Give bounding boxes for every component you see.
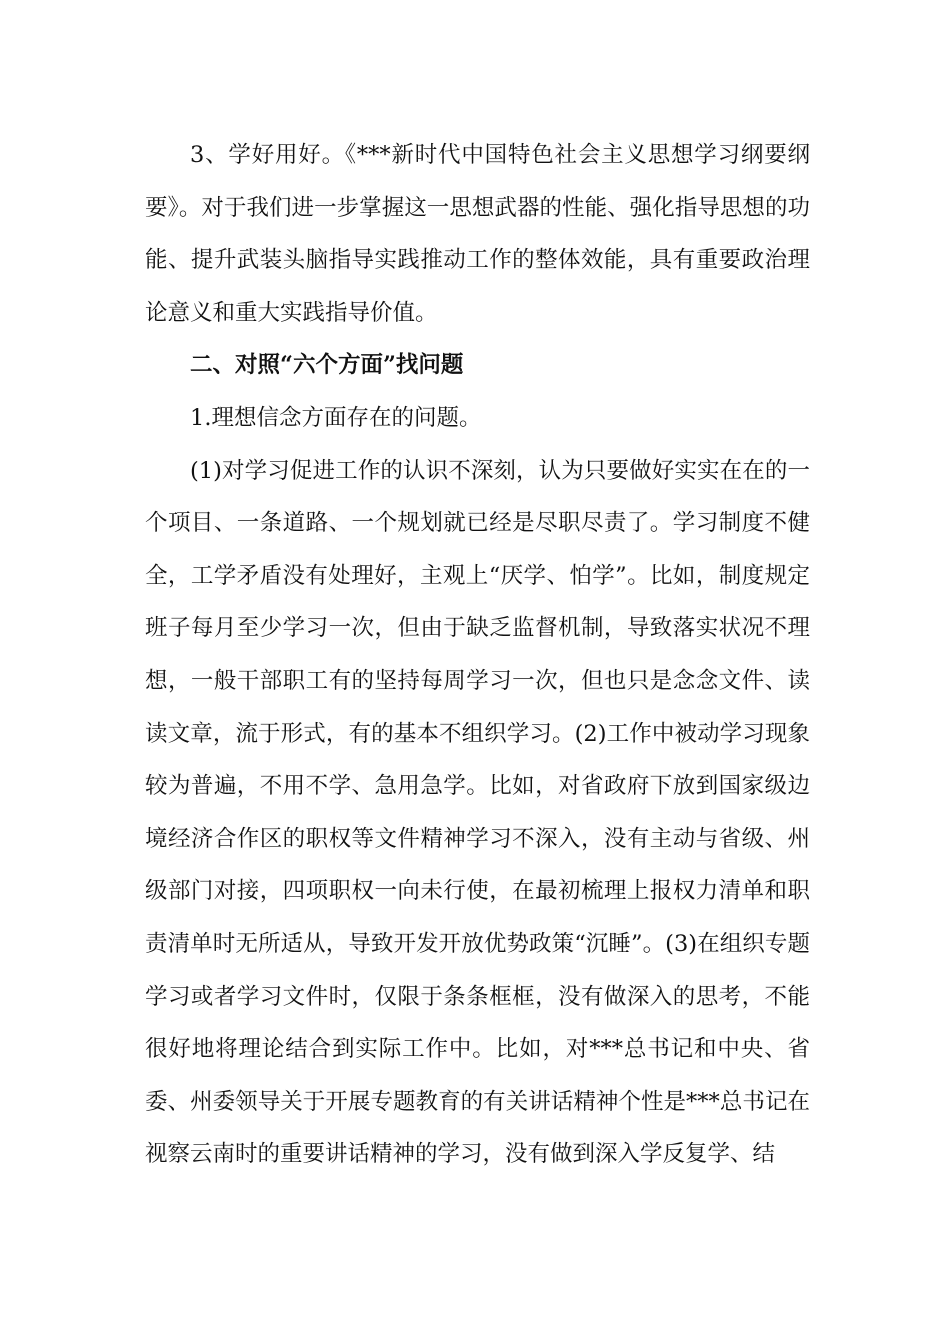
document-body [145,129,810,1181]
section-heading: 二、对照“六个方面”找问题 [190,352,464,379]
paragraph-study-well: 3、学好用好。《***新时代中国特色社会主义思想学习纲要纲要》。对于我们进一步掌握这一思想武器的性能、强化指导思想的功能、提升武装头脑指导实践推动工作的整体效能，具有重要政治理论意义和重大实践指导价值。 [145,142,810,326]
paragraph-issues: (1)对学习促进工作的认识不深刻，认为只要做好实实在在的一个项目、一条道路、一个规划就已经是尽职尽责了。学习制度不健全，工学矛盾没有处理好，主观上“厌学、怕学”。比如，制度规定班子每月至少学习一次，但由于缺乏监督机制，导致落实状况不理想，一般干部职工有的坚持每周学习一次，但也只是念念文件、读读文章，流于形式，有的基本不组织学习。(2)工作中被动学习现象较为普遍，不用不学、急用急学。比如，对省政府下放到国家级边境经济合作区的职权等文件精神学习不深入，没有主动与省级、州级部门对接，四项职权一向未行使，在最初梳理上报权力清单和职责清单时无所适从，导致开发开放优势政策“沉睡”。(3)在组织专题学习或者学习文件时，仅限于条条框框，没有做深入的思考，不能很好地将理论结合到实际工作中。比如，对***总书记和中央、省委、州委领导关于开展专题教育的有关讲话精神个性是***总书记在视察云南时的重要讲话精神的学习，没有做到深入学反复学、结 [145,457,810,1168]
subsection-title: 1.理想信念方面存在的问题。 [190,404,482,431]
